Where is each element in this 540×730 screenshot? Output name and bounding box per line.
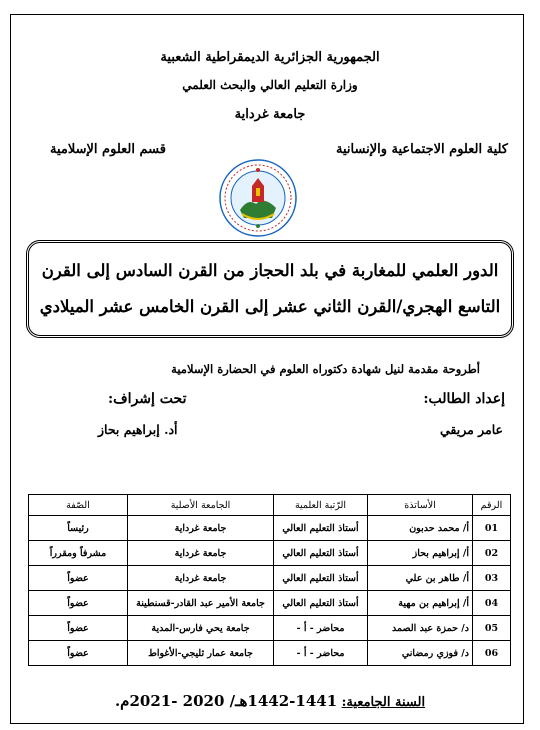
row-number: 03 (473, 566, 511, 591)
home-university: جامعة غرداية (128, 541, 274, 566)
academic-rank: أستاذ التعليم العالي (274, 541, 368, 566)
thesis-subtitle: أطروحة مقدمة لنيل شهادة دكتوراه العلوم في الحضارة الإسلامية (171, 362, 480, 376)
table-row (29, 616, 511, 641)
row-number: 05 (473, 616, 511, 641)
header-professors: الأساتذة (368, 495, 473, 516)
academic-rank: محاضر - أ - (274, 641, 368, 666)
thesis-title-line-1: الدور العلمي للمغاربة في بلد الحجاز من القرن السادس إلى القرن (41, 261, 499, 280)
header-role: الصّفة (29, 495, 128, 516)
committee-header-row (29, 495, 511, 516)
student-name: عامر مريقي (439, 422, 503, 437)
committee-role: عضواً (29, 566, 128, 591)
home-university: جامعة عمار ثليجي-الأغواط (128, 641, 274, 666)
professor-name: أ/ محمد حدبون (368, 516, 473, 541)
table-row (29, 566, 511, 591)
table-row (29, 516, 511, 541)
header-rank: الرّتبة العلمية (274, 495, 368, 516)
committee-role: مشرفاً ومقرراً (29, 541, 128, 566)
committee-table (28, 494, 511, 666)
prepared-by-label: إعداد الطالب: (423, 391, 505, 407)
committee-role: عضواً (29, 641, 128, 666)
professor-name: أ/ إبراهيم بن مهية (368, 591, 473, 616)
supervision-label: تحت إشراف: (108, 391, 187, 407)
home-university: جامعة غرداية (128, 566, 274, 591)
row-number: 06 (473, 641, 511, 666)
table-row (29, 641, 511, 666)
academic-year-value: 1441-1442هـ/ 2020 -2021م. (114, 692, 338, 710)
department-name: قسم العلوم الإسلامية (50, 142, 166, 157)
home-university: جامعة يحي فارس-المدية (128, 616, 274, 641)
header-university: الجامعة الأصلية (128, 495, 274, 516)
row-number: 01 (473, 516, 511, 541)
table-row (29, 541, 511, 566)
ministry-header: وزارة التعليم العالي والبحث العلمي (182, 78, 358, 92)
thesis-title-line-2: التاسع الهجري/القرن الثاني عشر إلى القرن الخامس عشر الميلادي (39, 297, 501, 316)
faculty-name: كلية العلوم الاجتماعية والإنسانية (336, 142, 508, 157)
academic-rank: أستاذ التعليم العالي (274, 591, 368, 616)
committee-role: عضواً (29, 591, 128, 616)
academic-year-label: السنة الجامعية: (341, 695, 426, 710)
professor-name: د/ حمزة عبد الصمد (368, 616, 473, 641)
academic-rank: محاضر - أ - (274, 616, 368, 641)
university-emblem-icon (218, 158, 298, 238)
academic-year (0, 692, 540, 710)
supervisor-name: أد. إبراهيم بحاز (98, 422, 178, 437)
university-header: جامعة غرداية (234, 107, 306, 122)
republic-header: الجمهورية الجزائرية الديمقراطية الشعبية (160, 50, 380, 65)
academic-rank: أستاذ التعليم العالي (274, 516, 368, 541)
professor-name: أ/ إبراهيم بحاز (368, 541, 473, 566)
header-number: الرقم (473, 495, 511, 516)
thesis-title-box (26, 240, 514, 338)
home-university: جامعة الأمير عبد القادر-قسنطينة (128, 591, 274, 616)
table-row (29, 591, 511, 616)
professor-name: د/ فوزي رمضاني (368, 641, 473, 666)
academic-rank: أستاذ التعليم العالي (274, 566, 368, 591)
committee-role: رئيساً (29, 516, 128, 541)
home-university: جامعة غرداية (128, 516, 274, 541)
row-number: 04 (473, 591, 511, 616)
row-number: 02 (473, 541, 511, 566)
professor-name: أ/ طاهر بن علي (368, 566, 473, 591)
committee-role: عضواً (29, 616, 128, 641)
